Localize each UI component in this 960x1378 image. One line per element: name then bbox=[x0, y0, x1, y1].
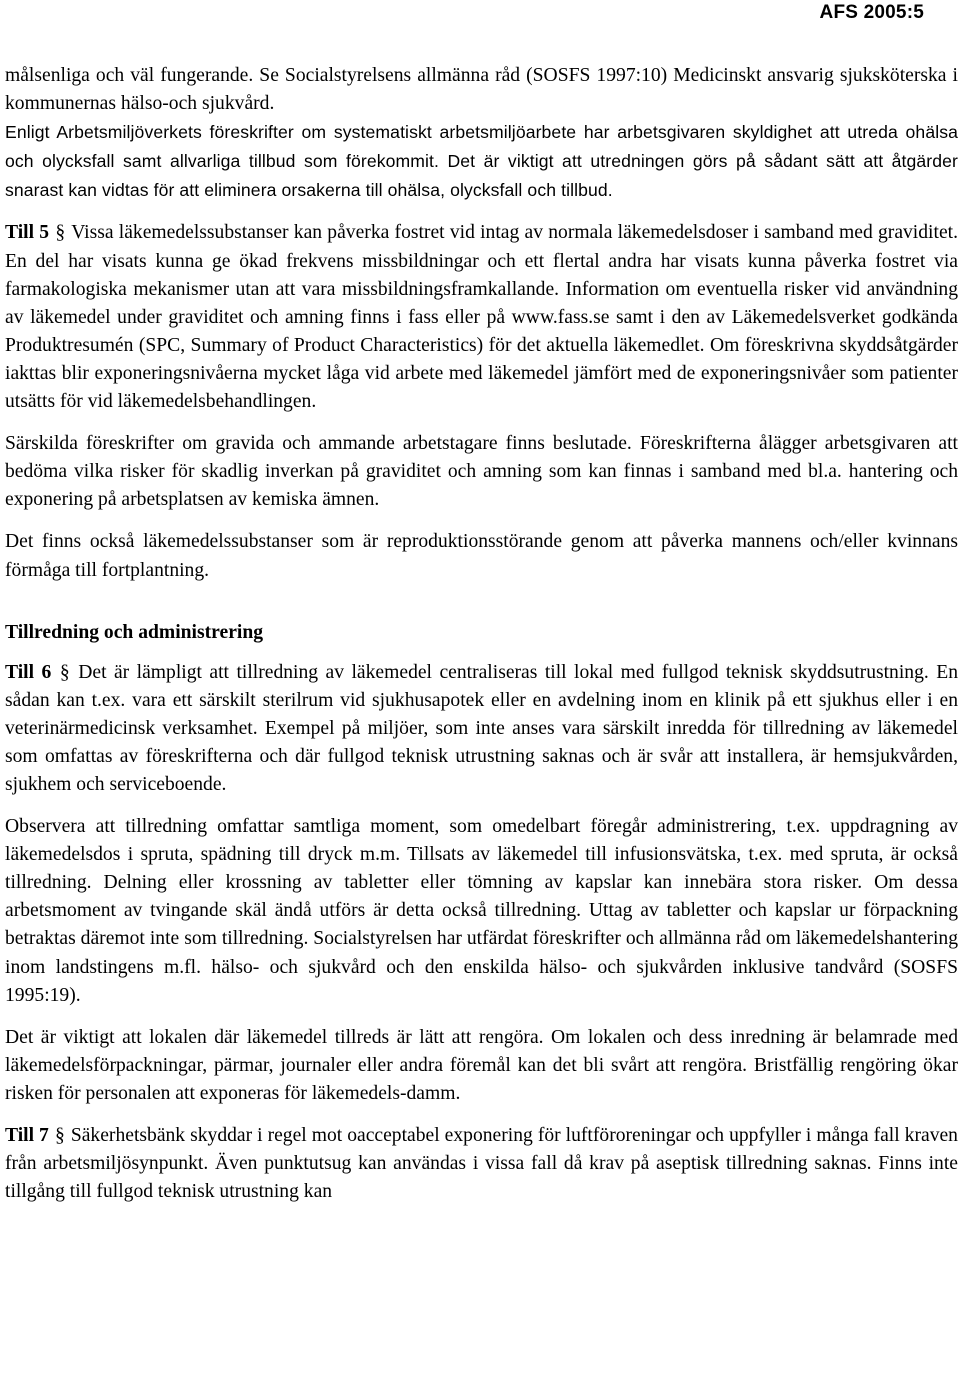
paragraph-till-7 bbox=[5, 1122, 958, 1206]
paragraph-text: Det är viktigt att lokalen där läkemedel tillreds är lätt att rengöra. Om lokalen och dess inredning är belamrade med läkemedelsförpackningar, pärmar, journaler eller andra föremål kan det bli svårt att rengöra. Bristfällig rengöring ökar risken för personalen att exponeras för läkemedels-damm. bbox=[5, 1026, 958, 1104]
paragraph-text: Det är lämpligt att tillredning av läkemedel centraliseras till lokal med fullgod teknisk skyddsutrustning. En sådan kan t.ex. vara ett särskilt sterilrum vid sjukhusapotek eller en avdelning inom en klinik på ett sjukhus eller i en veterinärmedicinsk verksamhet. Exempel på miljöer, som inte anses vara särskilt inredda för tillredning av läkemedel som omfattas av föreskrifterna och där fullgod teknisk utrustning saknas och är svår att installera, är hemsjukvården, sjukhem och serviceboende. bbox=[5, 661, 959, 795]
section-heading: Tillredning och administrering bbox=[5, 621, 264, 643]
paragraph-reproduktion bbox=[5, 528, 958, 584]
section-ref-label: Till 7 bbox=[5, 1125, 49, 1146]
paragraph-text: Vissa läkemedelssubstanser kan påverka fostret vid intag av normala läkemedelsdoser i samband med graviditet. En del har visats kunna ge ökad frekvens missbildningar och ett flertal andra har visats kunna påverka fostret via farmakologiska mekanismer utan att vara missbildningsframkallande. Information om eventuella risker vid användning av läkemedel under graviditet och amning finns i fass eller på www.fass.se samt i den av Läkemedelsverket godkända Produktresumén (SPC, Summary of Product Characteristics) för det aktuella läkemedlet. Om föreskrivna skyddsåtgärder iakttas blir exponeringsnivåerna mycket låga vid arbete med läkemedel jämfört med de exponeringsnivåer som patienter utsätts för vid läkemedelsbehandlingen. bbox=[5, 222, 958, 413]
section-symbol: § bbox=[54, 1125, 65, 1146]
paragraph-text: målsenliga och väl fungerande. Se Socialstyrelsens allmänna råd (SOSFS 1997:10) Medicinskt ansvarig sjuksköterska i kommunernas hälso-och sjukvård. bbox=[5, 65, 958, 115]
document-body bbox=[5, 62, 958, 1220]
paragraph-gravida bbox=[5, 430, 958, 514]
paragraph-till-5 bbox=[5, 219, 958, 416]
paragraph-till-6 bbox=[5, 659, 958, 799]
paragraph-text: Särskilda föreskrifter om gravida och ammande arbetstagare finns beslutade. Föreskrifterna ålägger arbetsgivaren att bedöma vilka risker för skadlig inverkan på graviditet och amning som kan finnas i samband med bl.a. hantering och exponering på arbetsplatsen av kemiska ämnen. bbox=[5, 433, 958, 511]
paragraph-text: Observera att tillredning omfattar samtliga moment, som omedelbart föregår administrering, t.ex. uppdragning av läkemedelsdos i spruta, spädning till dryck m.m. Tillsats av läkemedel till infusionsvätska, t.ex. med spruta, är också tillredning. Delning eller krossning av tabletter eller tömning av kapslar kan innebära stora risker. Om dessa arbetsmoment av tvingande skäl ändå utförs är detta också tillredning. Uttag av tabletter och kapslar ur förpackning betraktas däremot inte som tillredning. Socialstyrelsen har utfärdat föreskrifter och allmänna råd om läkemedelshantering inom landstingens m.fl. hälso- och sjukvård och den enskilda hälso- och sjukvården inklusive tandvård (SOSFS 1995:19). bbox=[5, 816, 958, 1006]
section-ref-label: Till 5 bbox=[5, 222, 50, 244]
paragraph-tillredning-moment bbox=[5, 813, 958, 1010]
section-symbol: § bbox=[59, 661, 70, 683]
paragraph-text: Säkerhetsbänk skyddar i regel mot oacceptabel exponering för luftföroreningar och uppfyller i många fall kraven från arbetsmiljösynpunkt. Även punktutsug kan användas i vissa fall då krav på aseptisk tillredning saknas. Finns inte tillgång till fullgod teknisk utrustning kan bbox=[5, 1125, 958, 1203]
section-ref-label: Till 6 bbox=[5, 661, 52, 683]
paragraph-continuation bbox=[5, 62, 958, 118]
section-symbol: § bbox=[55, 222, 66, 244]
paragraph-text: Det är viktigt att utredningen görs på sådant sätt att åtgärder snarast kan vidtas för att eliminera orsakerna till ohälsa, olycksfall och tillbud. bbox=[5, 151, 958, 201]
paragraph-arbetsmiljo bbox=[5, 118, 958, 205]
paragraph-text: Enligt Arbetsmiljöverkets föreskrifter om systematiskt arbetsmiljöarbete har arbetsgivaren skyldighet att utreda ohälsa och olycksfall samt allvarliga tillbud som förekommit. bbox=[5, 122, 958, 172]
paragraph-text: Det finns också läkemedelssubstanser som är reproduktionsstörande genom att påverka mannens och/eller kvinnans förmåga till fortplantning. bbox=[5, 531, 958, 581]
document-id-header: AFS 2005:5 bbox=[819, 2, 924, 23]
paragraph-lokal bbox=[5, 1024, 958, 1108]
